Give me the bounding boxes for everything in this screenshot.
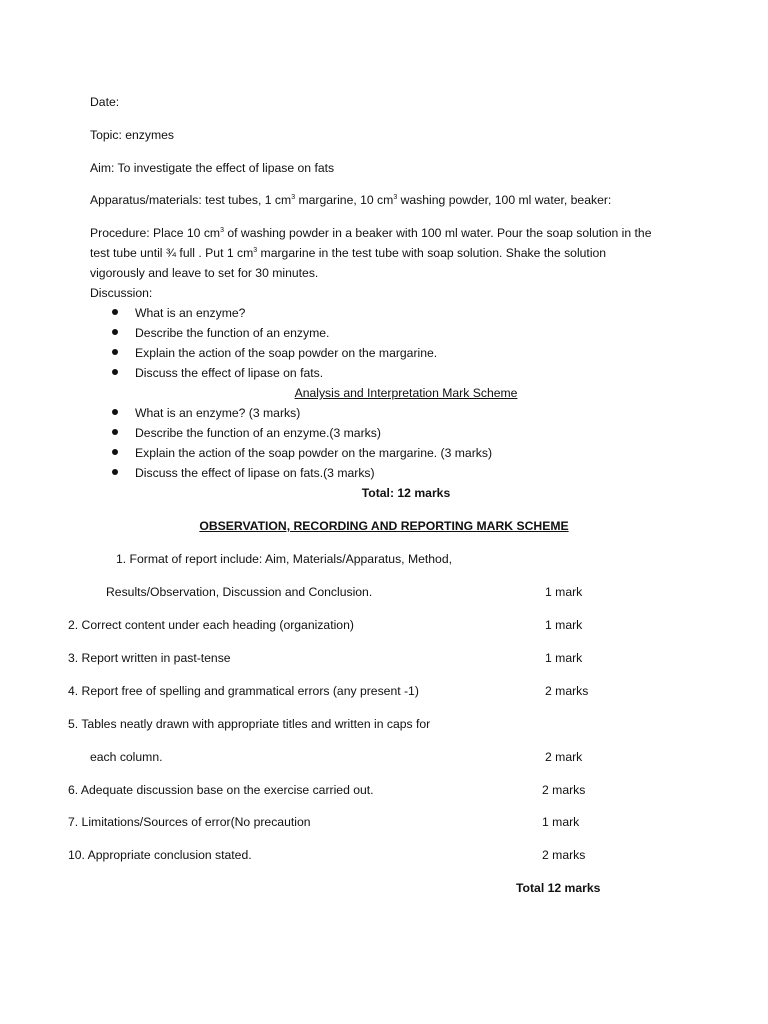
procedure-text: of washing powder in a beaker with 100 ml water. Pour the soap solution in the xyxy=(223,226,652,240)
bullet-icon xyxy=(112,429,118,435)
orr-row-text: 6. Adequate discussion base on the exercise carried out. xyxy=(68,783,374,797)
discussion-item: What is an enzyme? xyxy=(135,306,246,320)
apparatus-part-2: margarine, 10 cm xyxy=(295,193,394,207)
superscript-3: 3 xyxy=(220,227,224,234)
orr-row-mark: 2 marks xyxy=(542,848,586,862)
orr-row-text: Results/Observation, Discussion and Conclusion. xyxy=(106,585,373,599)
bullet-icon xyxy=(112,469,118,475)
procedure-text: Procedure: Place 10 cm xyxy=(90,226,221,240)
procedure-text: margarine in the test tube with soap solution. Shake the solution xyxy=(257,246,607,260)
bullet-icon xyxy=(112,349,118,355)
orr-row-mark: 1 mark xyxy=(545,585,583,599)
analysis-total: Total: 12 marks xyxy=(361,486,451,500)
orr-row-mark: 1 mark xyxy=(545,651,583,665)
orr-row-text: 7. Limitations/Sources of error(No precaution xyxy=(68,815,311,829)
orr-row-text: 10. Appropriate conclusion stated. xyxy=(68,848,252,862)
analysis-item: Describe the function of an enzyme.(3 marks) xyxy=(135,426,381,440)
bullet-icon xyxy=(112,449,118,455)
superscript-3: 3 xyxy=(253,247,258,254)
analysis-item: Explain the action of the soap powder on the margarine. (3 marks) xyxy=(135,446,493,460)
procedure-text: test tube until ¾ full . Put 1 cm xyxy=(90,246,254,260)
orr-row-mark: 2 marks xyxy=(545,684,589,698)
analysis-item: What is an enzyme? (3 marks) xyxy=(135,406,301,420)
discussion-item: Describe the function of an enzyme. xyxy=(135,326,330,340)
orr-row-text: 3. Report written in past-tense xyxy=(68,651,231,665)
discussion-item: Discuss the effect of lipase on fats. xyxy=(135,366,324,380)
orr-row-text: 5. Tables neatly drawn with appropriate titles and written in caps for xyxy=(68,717,431,731)
superscript-3: 3 xyxy=(291,194,296,201)
superscript-3: 3 xyxy=(393,194,398,201)
apparatus-part-3: washing powder, 100 ml water, beaker: xyxy=(397,193,612,207)
bullet-icon xyxy=(112,309,118,315)
topic-line: Topic: enzymes xyxy=(90,128,174,142)
date-label: Date: xyxy=(90,95,120,109)
orr-row-mark: 2 mark xyxy=(545,750,583,764)
bullet-icon xyxy=(112,409,118,415)
orr-title: OBSERVATION, RECORDING AND REPORTING MARK SCHEME xyxy=(199,519,569,533)
orr-row-mark: 1 mark xyxy=(542,815,580,829)
procedure-line-1 xyxy=(90,225,651,241)
orr-row-text: each column. xyxy=(90,750,163,764)
procedure-line-2 xyxy=(90,245,606,261)
apparatus-part-1: Apparatus/materials: test tubes, 1 cm xyxy=(90,193,292,207)
orr-row-text: 2. Correct content under each heading (organization) xyxy=(68,618,354,632)
orr-row-mark: 1 mark xyxy=(545,618,583,632)
bullet-icon xyxy=(112,329,118,335)
orr-row-text: 1. Format of report include: Aim, Materials/Apparatus, Method, xyxy=(116,552,452,566)
apparatus-line xyxy=(90,192,611,208)
discussion-label: Discussion: xyxy=(90,286,153,300)
analysis-item: Discuss the effect of lipase on fats.(3 marks) xyxy=(135,466,375,480)
orr-row-mark: 2 marks xyxy=(542,783,586,797)
orr-row-text: 4. Report free of spelling and grammatical errors (any present -1) xyxy=(68,684,419,698)
orr-total: Total 12 marks xyxy=(516,881,601,895)
procedure-line-3: vigorously and leave to set for 30 minutes. xyxy=(90,266,319,280)
bullet-icon xyxy=(112,369,118,375)
analysis-title: Analysis and Interpretation Mark Scheme xyxy=(294,386,518,400)
discussion-item: Explain the action of the soap powder on the margarine. xyxy=(135,346,438,360)
aim-line: Aim: To investigate the effect of lipase on fats xyxy=(90,161,335,175)
